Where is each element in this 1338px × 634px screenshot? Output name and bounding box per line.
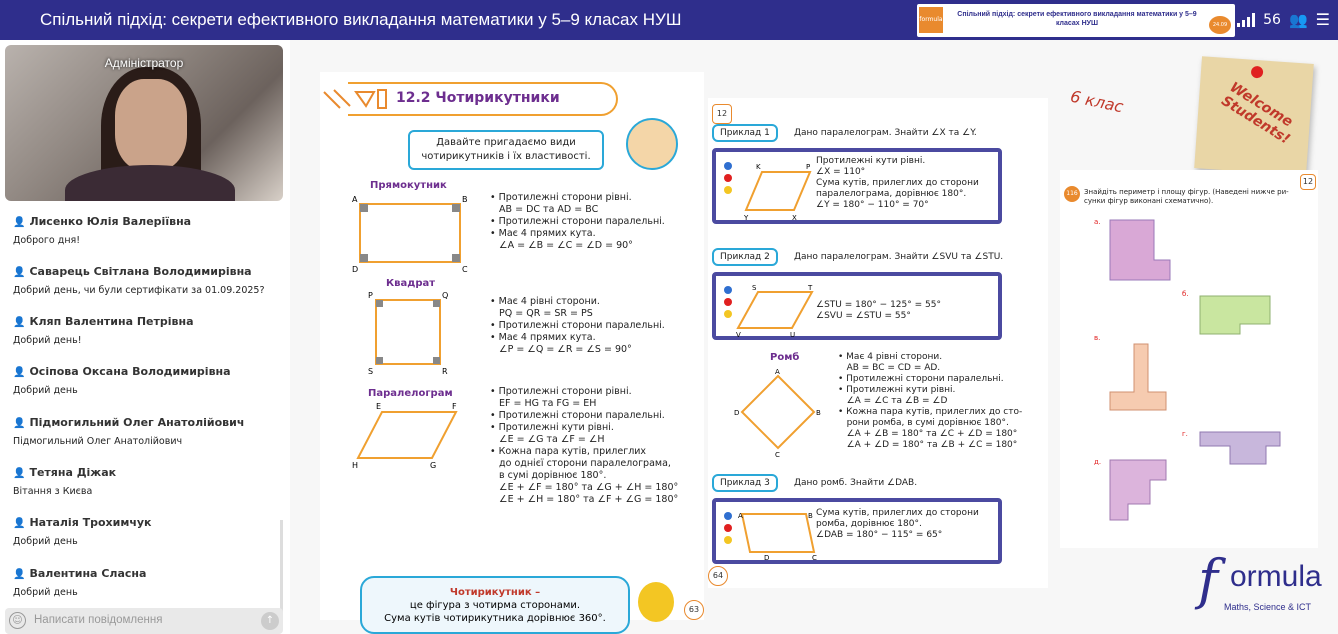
event-banner <box>917 4 1235 37</box>
chat-message <box>13 567 283 598</box>
chat-message <box>13 365 283 396</box>
svg-text:B: B <box>816 409 821 417</box>
banner-text: Спільний підхід: секрети ефективного викладання математики у 5–9 класах НУШ <box>957 11 1197 27</box>
svg-text:K: K <box>756 163 761 171</box>
chat-input-bar <box>5 608 283 634</box>
send-icon[interactable]: ↑ <box>261 612 279 630</box>
topbar-controls <box>1237 10 1330 29</box>
user-icon: 👤 <box>13 468 26 479</box>
chat-scrollbar[interactable] <box>280 520 283 620</box>
svg-text:A: A <box>738 512 743 520</box>
definition-box: Чотирикутник – це фігура з чотирма сторонами. Сума кутів чотирикутника дорівнює 360°. <box>360 576 630 634</box>
rectangle-label: Прямокутник <box>370 180 447 191</box>
rectangle-figure <box>348 194 478 274</box>
example-2-tag: Приклад 2 <box>712 248 778 266</box>
chapter-badge: 12 <box>1300 174 1316 190</box>
chat-author: Осіпова Оксана Володимирівна <box>29 365 231 378</box>
user-icon: 👤 <box>13 367 26 378</box>
svg-text:H: H <box>352 461 359 470</box>
svg-text:C: C <box>775 451 780 458</box>
chat-text: Доброго дня! <box>13 235 81 246</box>
example-2-task: Дано паралелограм. Знайти ∠SVU та ∠STU. <box>794 252 1004 262</box>
textbook-page-63 <box>320 72 704 624</box>
chat-message <box>13 416 283 447</box>
presenter-label: Адміністратор <box>104 56 184 70</box>
rhombus-label: Ромб <box>770 352 800 363</box>
page-number: 64 <box>708 566 728 586</box>
chat-author: Валентина Сласна <box>29 567 147 580</box>
chat-text: Добрий день <box>13 385 78 396</box>
example-1-task: Дано паралелограм. Знайти ∠X та ∠Y. <box>794 128 977 138</box>
svg-text:S: S <box>752 284 757 292</box>
svg-text:C: C <box>812 554 817 562</box>
svg-text:C: C <box>462 265 468 274</box>
parallelogram-figure <box>352 400 462 470</box>
chat-text: Добрий день, чи були сертифікати за 01.09.2025? <box>13 285 265 296</box>
date-badge: 24.09 <box>1209 16 1231 34</box>
example-3-board <box>712 498 1002 564</box>
example-3-task: Дано ромб. Знайти ∠DAB. <box>794 478 918 488</box>
svg-text:G: G <box>430 461 437 470</box>
svg-text:D: D <box>352 265 359 274</box>
svg-text:P: P <box>806 163 811 171</box>
figure-label-d: д. <box>1094 458 1102 466</box>
svg-text:D: D <box>764 554 770 562</box>
example-3-figure <box>738 508 818 562</box>
chat-text: Добрий день! <box>13 335 82 346</box>
formula-mini-logo: formula <box>919 7 943 33</box>
example-1-solution: Протилежні кути рівні. ∠X = 110° Сума кутів, прилеглих до сторони паралелограма, дорівнює 180°. ∠Y = 180° − 110° = 70° <box>816 156 979 210</box>
user-icon: 👤 <box>13 217 26 228</box>
svg-text:U: U <box>790 331 796 338</box>
example-3-tag: Приклад 3 <box>712 474 778 492</box>
composite-figures <box>1070 214 1310 544</box>
lightbulb-icon <box>638 582 674 622</box>
presenter-video <box>5 45 283 201</box>
square-label: Квадрат <box>386 278 436 289</box>
top-bar <box>0 0 1338 40</box>
svg-text:S: S <box>368 367 374 374</box>
chat-author: Кляп Валентина Петрівна <box>29 315 194 328</box>
svg-text:T: T <box>808 284 813 292</box>
svg-text:B: B <box>808 512 813 520</box>
page-number: 63 <box>684 600 704 620</box>
chat-text: Підмогильний Олег Анатолійович <box>13 436 183 447</box>
svg-text:D: D <box>734 409 740 417</box>
speech-bubble: Давайте пригадаємо види чотирикутників і їх властивості. <box>408 130 604 170</box>
rhombus-properties: • Має 4 рівні сторони. AB = BC = CD = AD. • Протилежні сторони паралельні. • Протилежні кути рівні. ∠A = ∠C та ∠B = ∠D • Кожна пара кутів, прилеглих до сто- рони ромба, в сумі дорівнює 180°. ∠A + ∠B = 180° та ∠C + ∠D = 180° ∠A + ∠D = 180° та ∠B + ∠C = 180° <box>838 352 1023 450</box>
parallelogram-label: Паралелограм <box>368 388 453 399</box>
textbook-page-64 <box>708 98 1048 588</box>
kid-illustration <box>626 118 678 170</box>
emoji-icon[interactable]: ☺ <box>9 612 26 629</box>
svg-text:P: P <box>368 291 373 300</box>
webinar-title: Спільний підхід: секрети ефективного викладання математики у 5–9 класах НУШ <box>40 10 682 29</box>
chat-message <box>13 215 283 246</box>
task-number-badge: 116 <box>1064 186 1080 202</box>
menu-icon[interactable]: ☰ <box>1315 10 1330 29</box>
chat-author: Лисенко Юлія Валеріївна <box>29 215 192 228</box>
user-icon: 👤 <box>13 569 26 580</box>
section-title: 12.2 Чотирикутники <box>348 82 618 116</box>
user-icon: 👤 <box>13 317 26 328</box>
square-properties: • Має 4 рівні сторони. PQ = QR = SR = PS • Протилежні сторони паралельні. • Має 4 прямих кута. ∠P = ∠Q = ∠R = ∠S = 90° <box>490 296 665 355</box>
svg-text:A: A <box>775 368 780 376</box>
rectangle-properties: • Протилежні сторони рівні. AB = DC та AD = BC • Протилежні сторони паралельні. • Має 4 прямих кута. ∠A = ∠B = ∠C = ∠D = 90° <box>490 192 665 251</box>
exercise-page <box>1060 170 1318 548</box>
chat-author: Наталія Трохимчук <box>29 516 152 529</box>
chapter-badge: 12 <box>712 104 732 124</box>
chat-list <box>0 207 290 604</box>
figure-label-v: в. <box>1094 334 1101 342</box>
grade-label: 6 клас <box>1068 86 1126 117</box>
svg-text:R: R <box>442 367 448 374</box>
example-3-solution: Сума кутів, прилеглих до сторони ромба, дорівнює 180°. ∠DAB = 180° − 115° = 65° <box>816 508 979 540</box>
pin-icon <box>1251 66 1264 79</box>
chat-text: Добрий день <box>13 587 78 598</box>
svg-text:V: V <box>736 331 741 338</box>
chat-input[interactable]: Написати повідомлення <box>34 614 163 626</box>
example-1-tag: Приклад 1 <box>712 124 778 142</box>
chat-message <box>13 516 283 547</box>
svg-text:Q: Q <box>442 291 449 300</box>
square-figure <box>364 290 454 374</box>
chat-message <box>13 265 283 296</box>
rhombus-figure <box>734 366 824 458</box>
svg-text:F: F <box>452 402 457 411</box>
chat-text: Добрий день <box>13 536 78 547</box>
example-2-solution: ∠STU = 180° − 125° = 55° ∠SVU = ∠STU = 55° <box>816 300 941 321</box>
svg-text:E: E <box>376 402 382 411</box>
chat-author: Саварець Світлана Володимирівна <box>29 265 252 278</box>
example-2-figure <box>736 282 816 338</box>
figure-label-a: а. <box>1094 218 1101 226</box>
chat-message <box>13 466 283 497</box>
svg-text:B: B <box>462 195 468 204</box>
welcome-sticky-note: Welcome Students! <box>1194 56 1314 176</box>
figure-label-b: б. <box>1182 290 1189 298</box>
user-icon: 👤 <box>13 418 26 429</box>
participants-icon[interactable]: 👥 <box>1288 10 1308 29</box>
svg-text:A: A <box>352 195 358 204</box>
formula-logo: f ormula Maths, Science & ICT <box>1198 548 1322 612</box>
parallelogram-properties: • Протилежні сторони рівні. EF = HG та FG = EH • Протилежні сторони паралельні. • Протилежні кути рівні. ∠E = ∠G та ∠F = ∠H • Кожна пара кутів, прилеглих до однієї сторони паралелограма, в сумі дорівнює 180°. ∠E + ∠F = 180° та ∠G + ∠H = 180° ∠E + ∠H = 180° та ∠F + ∠G = 180° <box>490 386 679 505</box>
figure-label-g: г. <box>1182 430 1188 438</box>
user-icon: 👤 <box>13 518 26 529</box>
svg-text:Y: Y <box>744 214 749 220</box>
example-2-board <box>712 272 1002 340</box>
example-1-board <box>712 148 1002 224</box>
chat-author: Підмогильний Олег Анатолійович <box>29 416 245 429</box>
shared-slide <box>290 40 1338 634</box>
side-panel <box>0 40 290 634</box>
chat-text: Вітання з Києва <box>13 486 93 497</box>
signal-icon <box>1237 13 1255 27</box>
svg-text:X: X <box>792 214 797 220</box>
example-1-figure <box>744 160 814 220</box>
chat-author: Тетяна Діжак <box>29 466 117 479</box>
task-text: Знайдіть периметр і площу фігур. (Наведені нижче ри- сунки фігур виконані схематично). <box>1084 188 1289 205</box>
chat-message <box>13 315 283 346</box>
participant-count: 56 <box>1263 11 1281 28</box>
user-icon: 👤 <box>13 267 26 278</box>
